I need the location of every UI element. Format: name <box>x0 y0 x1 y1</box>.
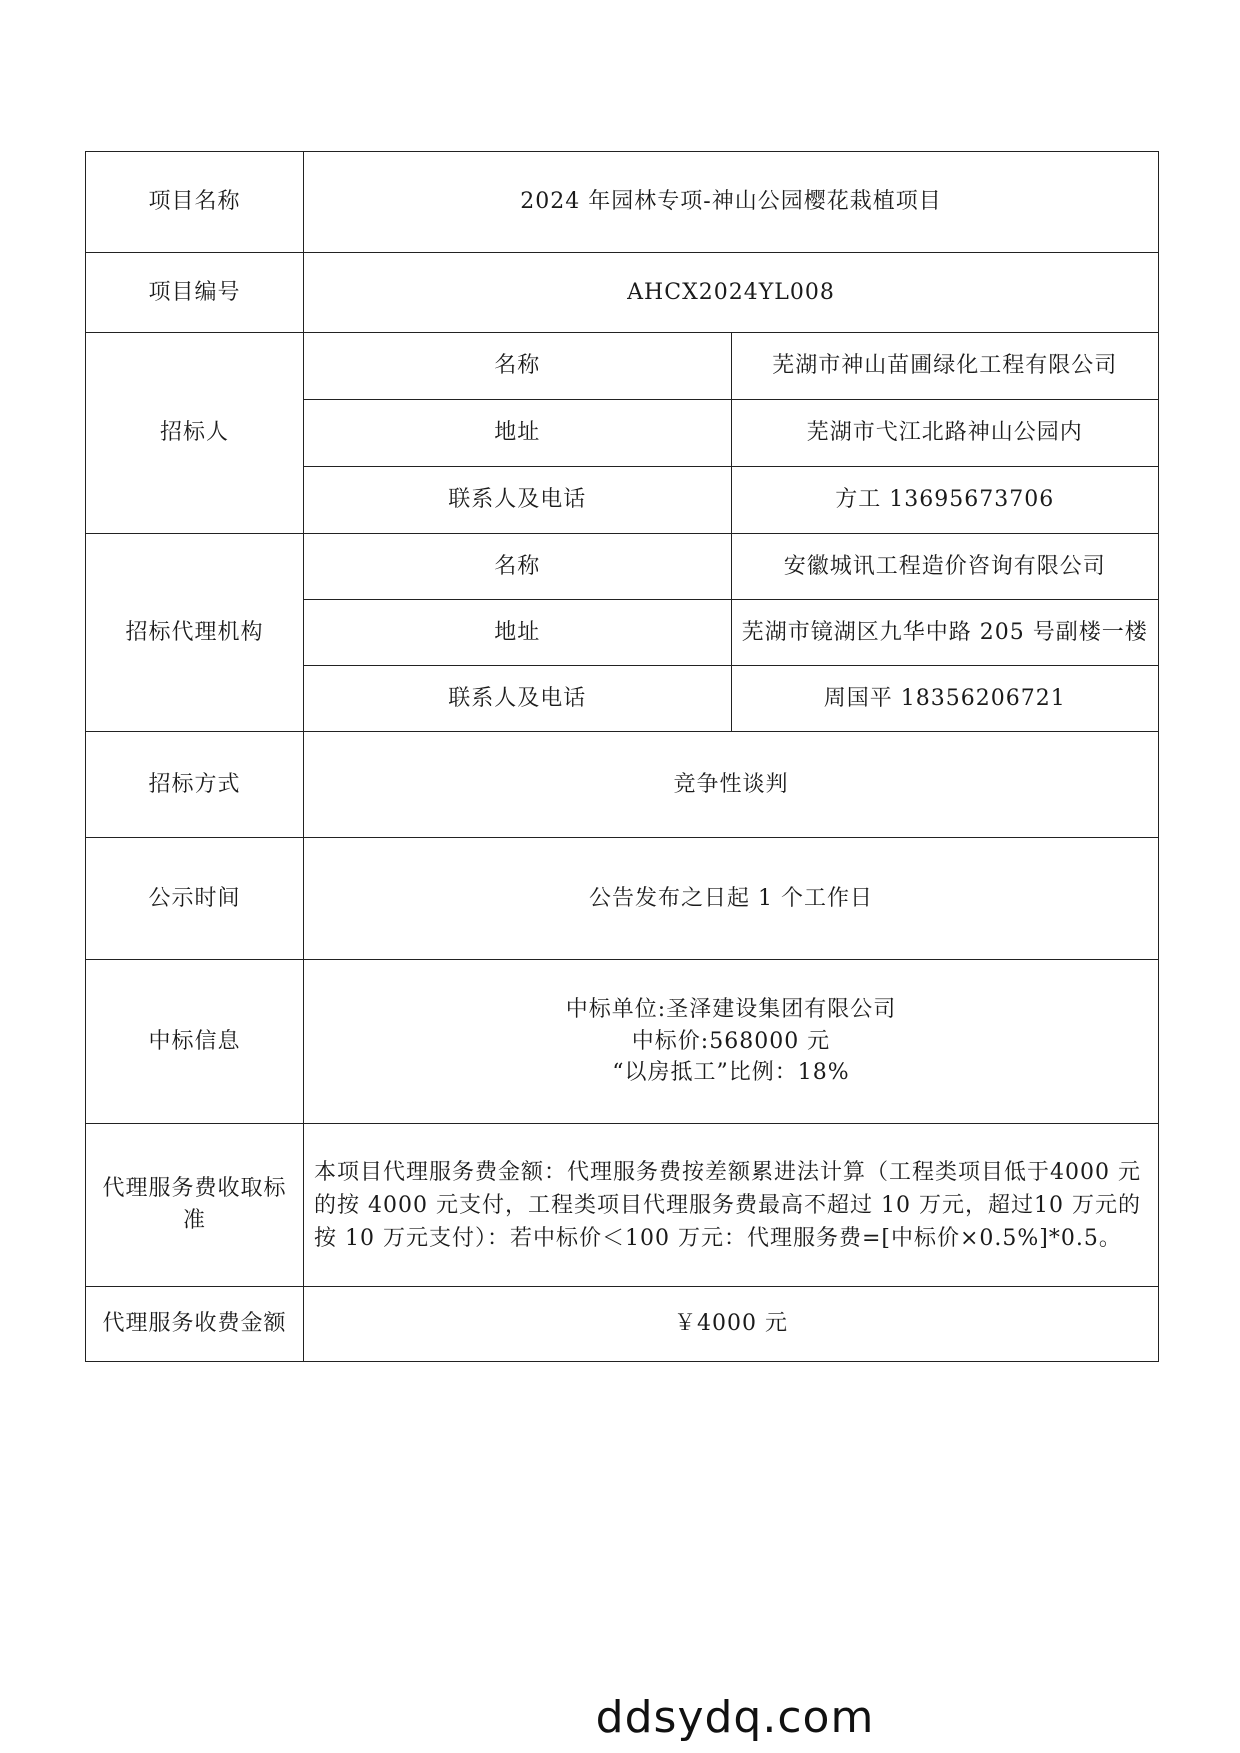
project-name-label: 项目名称 <box>86 152 304 253</box>
tenderer-contact-label: 联系人及电话 <box>304 467 732 534</box>
agency-name-value: 安徽城讯工程造价咨询有限公司 <box>731 534 1159 600</box>
agency-address-label: 地址 <box>304 600 732 666</box>
tenderer-label: 招标人 <box>86 333 304 534</box>
row-award <box>86 960 1159 1124</box>
agency-contact-label: 联系人及电话 <box>304 666 732 732</box>
method-label: 招标方式 <box>86 732 304 838</box>
award-unit: 中标单位:圣泽建设集团有限公司 <box>565 996 897 1022</box>
award-value <box>304 960 1159 1124</box>
row-method <box>86 732 1159 838</box>
agency-contact-value: 周国平 18356206721 <box>731 666 1159 732</box>
row-publicity <box>86 838 1159 960</box>
announcement-table <box>85 151 1159 1362</box>
publicity-value: 公告发布之日起 1 个工作日 <box>304 838 1159 960</box>
fee-amount-value: ￥4000 元 <box>304 1287 1159 1362</box>
fee-standard-value: 本项目代理服务费金额：代理服务费按差额累进法计算（工程类项目低于4000 元的按 4000 元支付，工程类项目代理服务费最高不超过 10 万元，超过10 万元的按 10 万元支付）：若中标价＜100 万元：代理服务费=[中标价×0.5%]*0.5。 <box>304 1124 1159 1287</box>
tenderer-address-label: 地址 <box>304 400 732 467</box>
agency-address-value: 芜湖市镜湖区九华中路 205 号副楼一楼 <box>731 600 1159 666</box>
publicity-label: 公示时间 <box>86 838 304 960</box>
row-project-code <box>86 253 1159 333</box>
agency-label: 招标代理机构 <box>86 534 304 732</box>
award-ratio: “以房抵工”比例：18% <box>612 1060 850 1086</box>
method-value: 竞争性谈判 <box>304 732 1159 838</box>
agency-name-label: 名称 <box>304 534 732 600</box>
project-code-value: AHCX2024YL008 <box>304 253 1159 333</box>
tenderer-address-value: 芜湖市弋江北路神山公园内 <box>731 400 1159 467</box>
tenderer-name-value: 芜湖市神山苗圃绿化工程有限公司 <box>731 333 1159 400</box>
fee-amount-label: 代理服务收费金额 <box>86 1287 304 1362</box>
row-fee-amount <box>86 1287 1159 1362</box>
award-label: 中标信息 <box>86 960 304 1124</box>
fee-standard-label: 代理服务费收取标准 <box>86 1124 304 1287</box>
tenderer-name-label: 名称 <box>304 333 732 400</box>
tenderer-contact-value: 方工 13695673706 <box>731 467 1159 534</box>
project-code-label: 项目编号 <box>86 253 304 333</box>
project-name-value: 2024 年园林专项-神山公园樱花栽植项目 <box>304 152 1159 253</box>
row-project-name <box>86 152 1159 253</box>
award-price: 中标价:568000 元 <box>631 1028 831 1054</box>
watermark: ddsydq.com <box>595 1692 875 1743</box>
row-tenderer-name <box>86 333 1159 400</box>
row-agency-name <box>86 534 1159 600</box>
row-fee-standard <box>86 1124 1159 1287</box>
